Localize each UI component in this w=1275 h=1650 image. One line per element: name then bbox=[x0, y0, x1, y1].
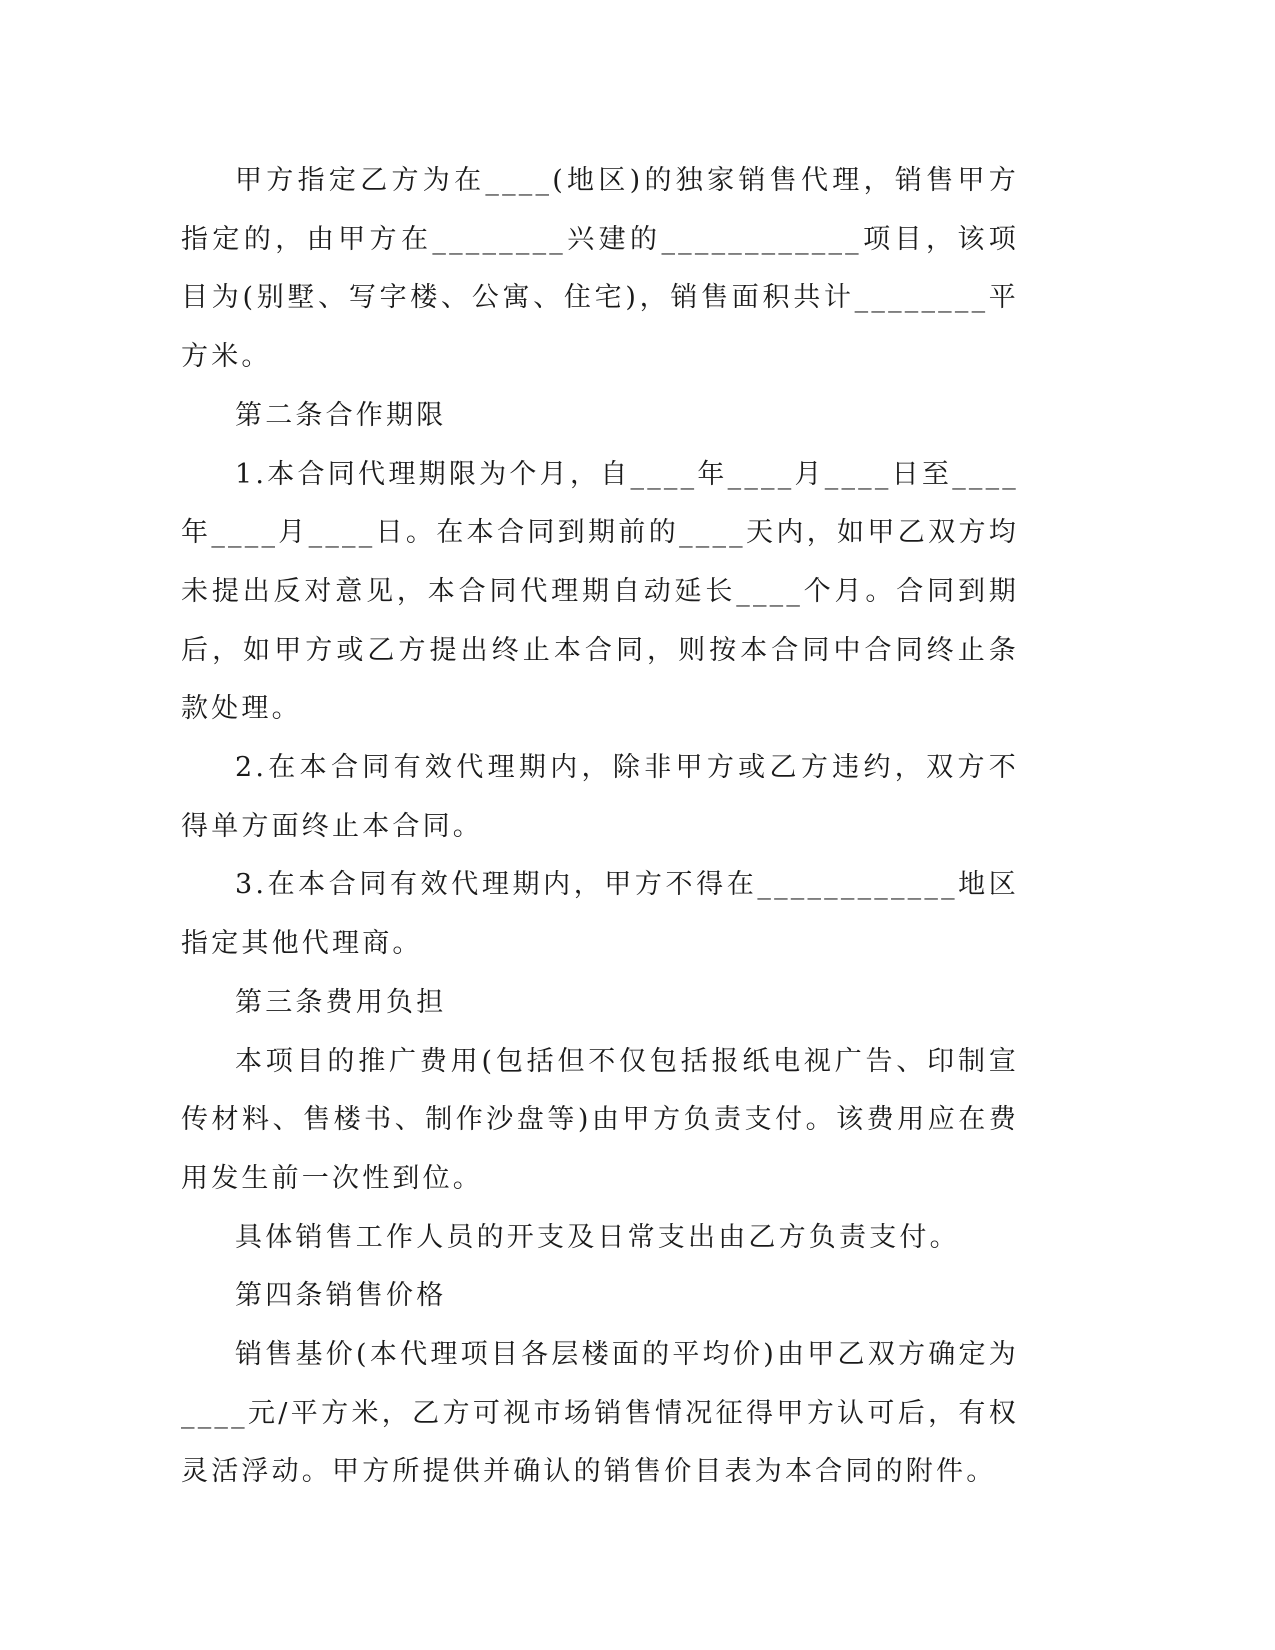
section-heading-expenses: 第三条费用负担 bbox=[235, 986, 447, 1018]
section-heading-sales-price: 第四条销售价格 bbox=[235, 1280, 447, 1312]
paragraph-promotion-expenses: 本项目的推广费用(包括但不仅包括报纸电视广告、印制宣传材料、售楼书、制作沙盘等)由甲方负责支付。该费用应在费用发生前一次性到位。 bbox=[181, 1045, 1019, 1194]
paragraph-agency-scope: 甲方指定乙方为在____(地区)的独家销售代理，销售甲方指定的，由甲方在________兴建的____________项目，该项目为(别墅、写字楼、公寓、住宅)，销售面积共计________平方米。 bbox=[181, 165, 1019, 373]
paragraph-term-1: 1.本合同代理期限为个月，自____年____月____日至____年____月____日。在本合同到期前的____天内，如甲乙双方均未提出反对意见，本合同代理期自动延长____个月。合同到期后，如甲方或乙方提出终止本合同，则按本合同中合同终止条款处理。 bbox=[181, 458, 1019, 725]
section-heading-cooperation-term: 第二条合作期限 bbox=[235, 399, 447, 431]
document-body bbox=[181, 152, 1019, 1502]
paragraph-sales-price: 销售基价(本代理项目各层楼面的平均价)由甲乙双方确定为____元/平方米，乙方可视市场销售情况征得甲方认可后，有权灵活浮动。甲方所提供并确认的销售价目表为本合同的附件。 bbox=[181, 1339, 1019, 1488]
paragraph-term-3: 3.在本合同有效代理期内，甲方不得在____________地区指定其他代理商。 bbox=[181, 869, 1019, 960]
paragraph-staff-expenses: 具体销售工作人员的开支及日常支出由乙方负责支付。 bbox=[235, 1221, 960, 1253]
paragraph-term-2: 2.在本合同有效代理期内，除非甲方或乙方违约，双方不得单方面终止本合同。 bbox=[181, 752, 1019, 842]
